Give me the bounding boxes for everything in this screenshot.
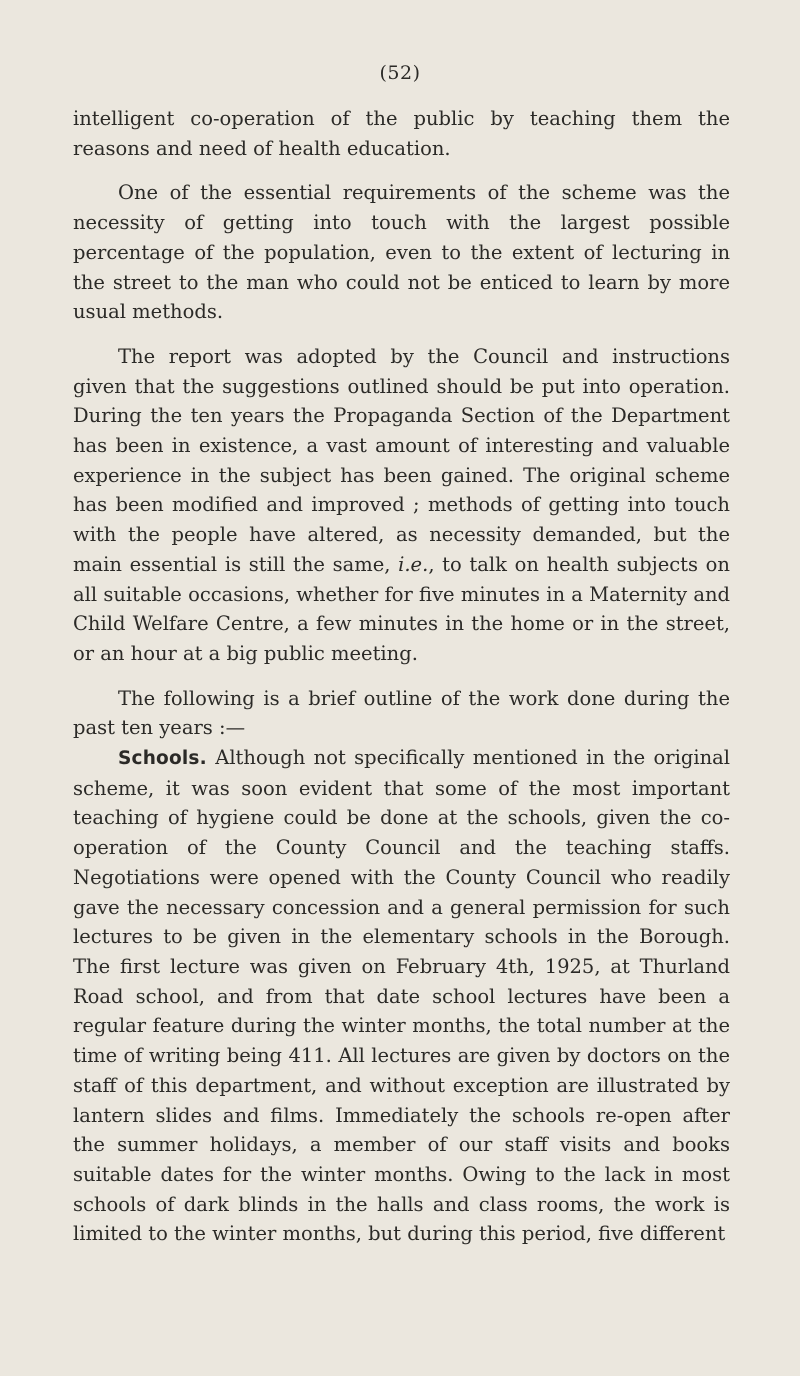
paragraph-brief-outline: The following is a brief outline of the work done during the past ten years :—: [73, 686, 730, 740]
page-number: (52): [379, 62, 421, 84]
paragraph-report-adopted: [73, 342, 730, 669]
body-text: [73, 104, 730, 1249]
paragraph-schools: [73, 743, 730, 1249]
paragraph-report-text-start: The report was adopted by the Council and instructions given that the suggestions outlined should be put into operation. During the ten years the Propaganda Section of the Department has been in existence, a vast amount of interesting and valuable experience in the subject has been gained. The original scheme has been modified and improved ; methods of getting into touch with the people have altered, as necessity demanded, but the main essential is still the same,: [73, 344, 730, 576]
paragraph-continuation: intelligent co-operation of the public by teaching them the reasons and need of health education.: [73, 107, 730, 160]
paragraph-report-emphasis: i.e.: [398, 552, 429, 576]
schools-text: Although not specifically mentioned in the original scheme, it was soon evident that some of the most important teaching of hygiene could be done at the schools, given the co-operation of the County Council and the teaching staffs. Negotiations were opened with the County Council who readily gave the necessary concession and a general permission for such lectures to be given in the elementary schools in the Borough. The first lecture was given on February 4th, 1925, at Thurland Road school, and from that date school lectures have been a regular feature during the winter months, the total number at the time of writing being 411. All lectures are given by doctors on the staff of this department, and without exception are illustrated by lantern slides and films. Immediately the schools re-open after the summer holidays, a member of our staff visits and books suitable dates for the winter months. Owing to the lack in most schools of dark blinds in the halls and class rooms, the work is limited to the winter months, but during this period, five different: [73, 746, 730, 1246]
paragraph-report-text-end: , to talk on health subjects on all suitable occasions, whether for five minutes in a Maternity and Child Welfare Centre, a few minutes in the home or in the street, or an hour at a big public meeting.: [73, 552, 730, 665]
paragraph-essential-requirements: One of the essential requirements of the scheme was the necessity of getting into touch with the largest possible percentage of the population, even to the extent of lecturing in the street to the man who could not be enticed to learn by more usual methods.: [73, 181, 730, 324]
schools-heading: Schools.: [118, 748, 207, 770]
